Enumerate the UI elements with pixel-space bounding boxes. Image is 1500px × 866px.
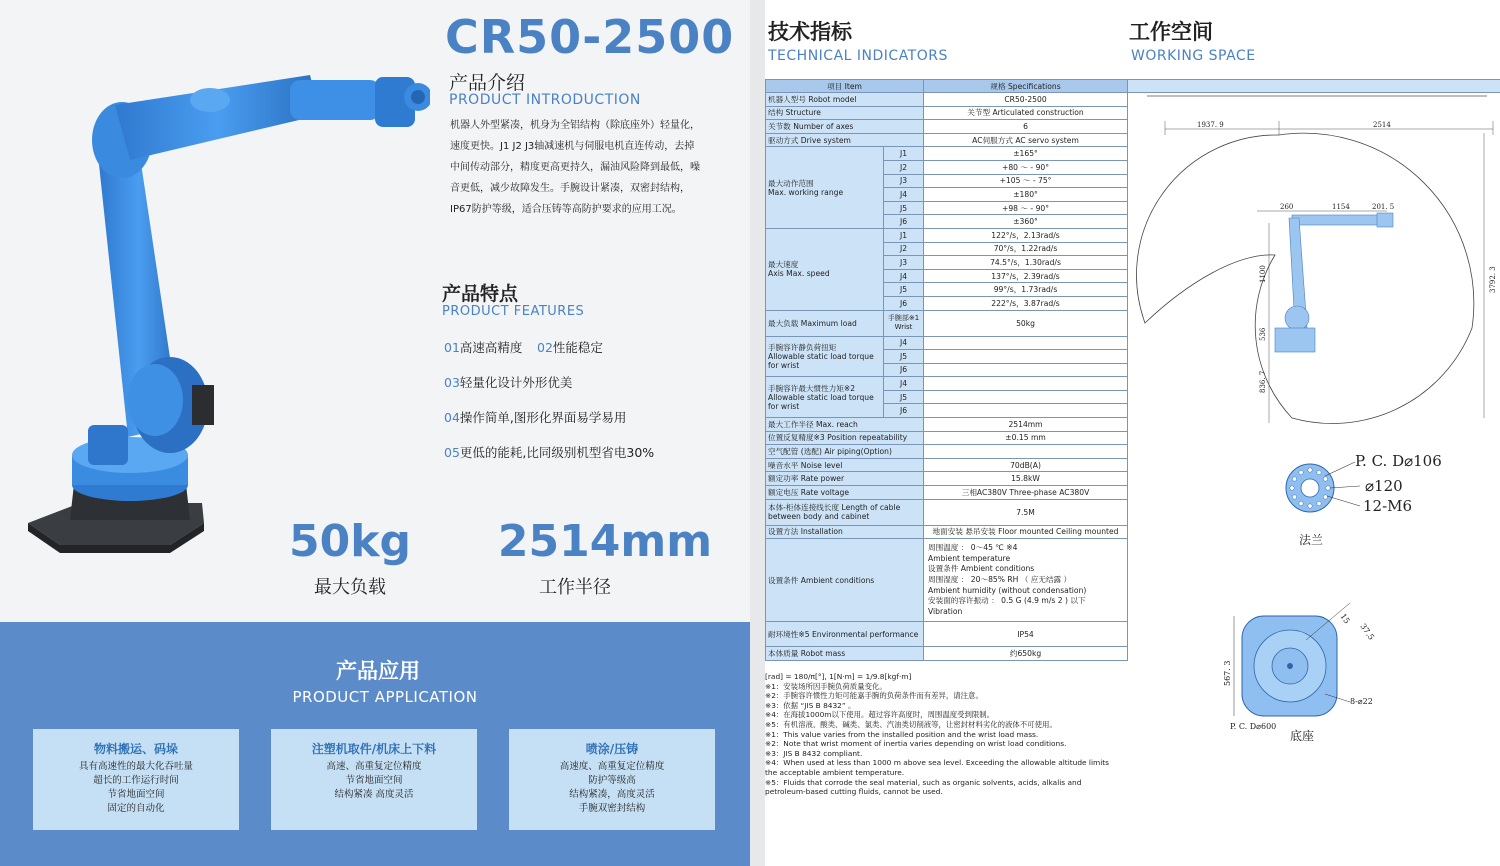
table-row: J4 ±180°	[766, 188, 1128, 202]
table-row: 最大工作半径 Max. reach 2514mm	[766, 418, 1128, 432]
dim-label: 1100	[1259, 265, 1267, 283]
table-row: 噪音水平 Noise level 70dB(A)	[766, 458, 1128, 472]
product-model: CR50-2500	[445, 10, 735, 64]
table-row: J5 99°/s，1.73rad/s	[766, 283, 1128, 297]
base-holes-label: 8-⌀22	[1350, 697, 1373, 706]
feature-item: 05更低的能耗,比同级别机型省电30%	[444, 445, 655, 460]
robot-illustration	[20, 45, 430, 555]
table-row: J3 74.5°/s，1.30rad/s	[766, 256, 1128, 270]
table-row: 机器人型号 Robot model CR50-2500	[766, 93, 1128, 107]
table-row: 设置条件 Ambient conditions 周围温度 ： 0～45 ℃ ※4 Ambient temperature 设置条件 Ambient conditions 周围湿度 ： 20～85% RH （ 应无结露 ） Ambient humidity (without condensation) 安装面的容许振动 ： 0.5 G (4.9 m/s 2 ) 以下 Vibration	[766, 539, 1128, 622]
application-heading-en: PRODUCT APPLICATION	[292, 688, 478, 706]
table-row: J6 ±360°	[766, 215, 1128, 229]
table-row: 本体-柜体连接线长度 Length of cable between body and cabinet 7.5M	[766, 499, 1128, 525]
base-label: 底座	[1290, 729, 1315, 743]
dim-label: 3792. 3	[1489, 266, 1497, 293]
flange-dia-label: ⌀120	[1365, 477, 1403, 495]
table-row: 额定电压 Rate voltage 三相AC380V Three-phase AC380V	[766, 486, 1128, 500]
table-row: J2 70°/s，1.22rad/s	[766, 242, 1128, 256]
workspace-header-bar	[1127, 79, 1500, 93]
intro-text: 机器人外型紧凑，机身为全铝结构（除底座外）轻量化， 速度更快。J1 J2 J3轴减速机与伺服电机直连传动，去掉 中间传动部分，精度更高更持久，漏油风险降到最低，噪 音更低，减少故障发生。手腕设计紧凑，双密封结构， IP67防护等级，适合压铸等高防护要求的应用工况。	[450, 120, 700, 215]
flange-pcd-label: P. C. D⌀106	[1355, 452, 1442, 470]
flange-holes-label: 12-M6	[1363, 497, 1413, 515]
dim-label: 260	[1280, 203, 1294, 211]
features-heading-en: PRODUCT FEATURES	[442, 304, 585, 319]
base-dim: 567. 3	[1223, 660, 1232, 686]
intro-heading: 产品介绍	[449, 72, 526, 94]
workspace-heading: 工作空间	[1129, 20, 1213, 44]
features-heading: 产品特点	[442, 283, 519, 305]
dim-label: 536	[1259, 327, 1267, 341]
table-row: J3 +105 ～ - 75°	[766, 174, 1128, 188]
dim-label: 1937. 9	[1197, 121, 1224, 129]
table-row: 本体质量 Robot mass 约650kg	[766, 647, 1128, 661]
table-row: J5	[766, 390, 1128, 404]
feature-item: 04操作简单,图形化界面易学易用	[444, 410, 627, 425]
tech-heading: 技术指标	[768, 20, 852, 44]
payload-label: 最大负载	[314, 577, 386, 598]
feature-item: 01高速高精度	[444, 340, 523, 355]
table-row: J6 222°/s，3.87rad/s	[766, 296, 1128, 310]
table-row: 最大负载 Maximum load 手腕部※1 Wrist 50kg	[766, 310, 1128, 336]
radius-value: 2514mm	[497, 516, 713, 567]
base-diagram	[1220, 598, 1440, 748]
dim-label: 2514	[1373, 121, 1391, 129]
table-row: 最大动作范围 Max. working range J1 ±165°	[766, 147, 1128, 161]
table-row: 位置反复精度※3 Position repeatability ±0.15 mm	[766, 431, 1128, 445]
application-card: 喷涂/压铸 高速度、高重复定位精度 防护等级高 结构紧凑，高度灵活 手腕双密封结构	[509, 729, 715, 830]
base-dim: 15	[1338, 611, 1352, 626]
intro-heading-en: PRODUCT INTRODUCTION	[449, 92, 641, 108]
payload-value: 50kg	[289, 516, 411, 567]
table-row: J4 137°/s，2.39rad/s	[766, 269, 1128, 283]
table-row: 驱动方式 Drive system AC伺服方式 AC servo system	[766, 133, 1128, 147]
table-row: 手腕容许最大惯性力矩※2 Allowable static load torque for wrist J4	[766, 377, 1128, 391]
table-row: J5	[766, 350, 1128, 364]
feature-item: 03轻量化设计外形优美	[444, 375, 573, 390]
table-row: 关节数 Number of axes 6	[766, 120, 1128, 134]
table-row: J5 +98 ～ - 90°	[766, 201, 1128, 215]
table-header: 项目 Item 规格 Specifications	[766, 80, 1128, 93]
table-row: J6	[766, 404, 1128, 418]
table-row: J6	[766, 363, 1128, 377]
base-pcd-label: P. C. D⌀600	[1230, 722, 1277, 731]
flange-diagram	[1275, 448, 1455, 548]
table-row: 额定功率 Rate power 15.8kW	[766, 472, 1128, 486]
application-card: 物料搬运、码垛 具有高速性的最大化吞吐量 超长的工作运行时间 节省地面空间 固定的自动化	[33, 729, 239, 830]
table-row: 空气配管 (选配) Air piping(Option)	[766, 445, 1128, 459]
workspace-diagram	[1127, 93, 1500, 438]
feature-item: 02性能稳定	[537, 340, 603, 355]
tech-heading-en: TECHNICAL INDICATORS	[768, 48, 948, 64]
table-row: 设置方法 Installation 地面安装 悬吊安装 Floor mounted Ceiling mounted	[766, 525, 1128, 539]
application-card: 注塑机取件/机床上下料 高速、高重复定位精度 节省地面空间 结构紧凑 高度灵活	[271, 729, 477, 830]
spec-table	[765, 79, 1128, 661]
table-row: 手腕容许静负荷扭矩 Allowable static load torque for wrist J4	[766, 336, 1128, 350]
table-row: 最大速度 Axis Max. speed J1 122°/s，2.13rad/s	[766, 228, 1128, 242]
table-row: J2 +80 ～ - 90°	[766, 160, 1128, 174]
base-dim: 37.5	[1358, 621, 1376, 642]
table-row: 结构 Structure 关节型 Articulated construction	[766, 106, 1128, 120]
workspace-heading-en: WORKING SPACE	[1131, 48, 1256, 64]
page-gutter	[750, 0, 765, 866]
right-page	[765, 0, 1500, 866]
dim-label: 836. 7	[1259, 370, 1267, 393]
table-row: 耐环境性※5 Environmental performance IP54	[766, 622, 1128, 647]
application-band	[0, 622, 750, 866]
dim-label: 201. 5	[1372, 203, 1395, 211]
radius-label: 工作半径	[539, 577, 611, 598]
flange-label: 法兰	[1299, 533, 1324, 547]
footnotes: [rad] = 180/π[°], 1[N·m] = 1/9.8[kgf·m] ※1：安装场所因手腕负荷质量变化。 ※2：手腕容许惯性力矩可能嘉手腕的负荷条件而有差异，请注意。 ※3：依据 “JIS B 8432” 。 ※4：在海拔1000m以下使用。超过容许高度时，周围温度受到限制。 ※5：有机溶液、酸类、碱类、氯类、汽油类切削液等，让密封材料劣化的液体不可使用。 ※1：This value varies from the installed position and the wrist load mass. ※2：Note that wrist moment of inertia varies depending on wrist load conditions. ※3：JIS B 8432 compliant. ※4：When used at less than 1000 m above sea level. Exceeding the allowable altitude limits the acceptable ambient temperature. ※5：Fluids that corrode the seal material, such as organic solvents, acids, alkalis and petroleum-based cutting fluids, cannot be used.	[765, 672, 1110, 797]
application-heading: 产品应用	[336, 659, 420, 683]
dim-label: 1154	[1332, 203, 1350, 211]
